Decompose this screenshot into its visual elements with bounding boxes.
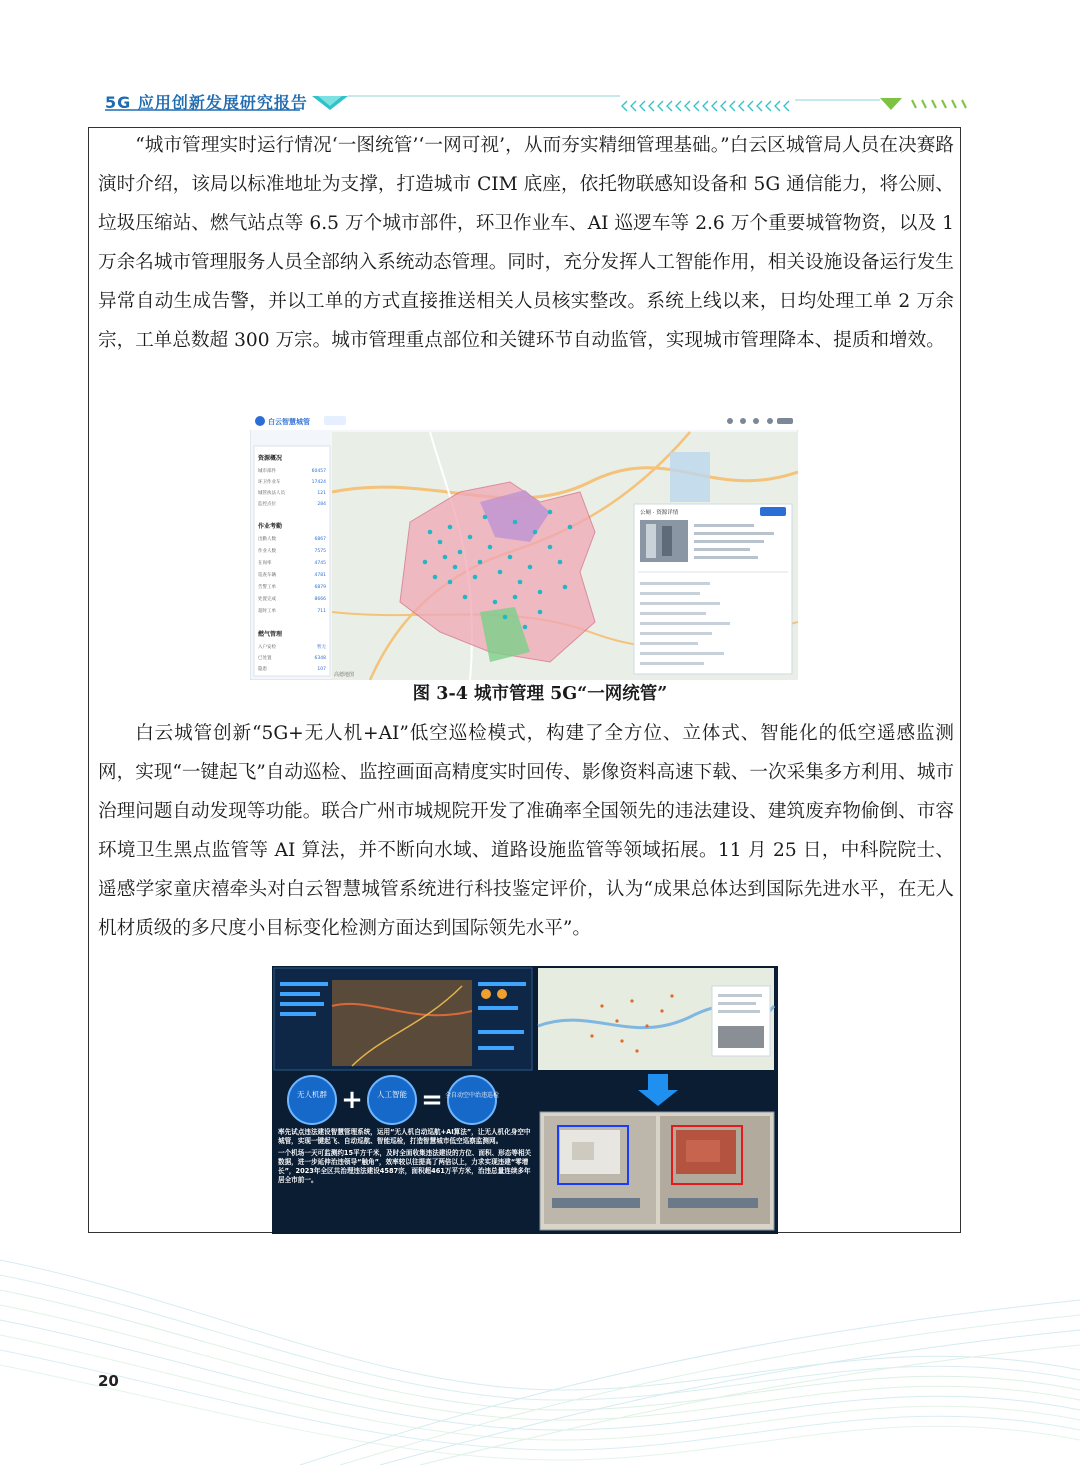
svg-text:城市部件: 城市部件	[258, 469, 276, 474]
sidebar-section-title: 资源概况	[258, 455, 283, 462]
svg-text:4745: 4745	[314, 561, 326, 566]
report-title: 5G 应用创新发展研究报告	[105, 93, 308, 112]
svg-text:6879: 6879	[314, 585, 326, 590]
svg-text:711: 711	[317, 609, 326, 614]
svg-text:已处置: 已处置	[258, 656, 272, 661]
app-logo-icon	[255, 416, 265, 426]
svg-text:无人机群: 无人机群	[297, 1090, 327, 1099]
figure-drone-inspection	[272, 966, 778, 1234]
svg-text:人工智能: 人工智能	[377, 1090, 407, 1099]
figure-caption: 图 3-4 城市管理 5G“一网统管”	[412, 684, 668, 704]
svg-text:监控点位: 监控点位	[258, 502, 276, 507]
svg-text:告警工单: 告警工单	[258, 585, 276, 590]
footer-wave-decoration	[0, 1240, 1080, 1465]
drone-swarm-badge	[288, 1076, 336, 1124]
svg-text:107: 107	[317, 667, 326, 672]
svg-text:+: +	[341, 1085, 363, 1115]
popup-title: 公厕 · 资源详情	[640, 510, 679, 516]
svg-text:284: 284	[317, 502, 326, 507]
svg-text:入户安检: 入户安检	[258, 645, 276, 650]
infographic-text-top: 率先试点违法建设智慧管理系统，运用“无人机自动巡航+AI算法”，让无人机化身空中城管，实现一键起飞、自动巡航、智能巡检，打造智慧城市低空巡察监测网。	[278, 1128, 531, 1145]
ai-badge	[368, 1076, 416, 1124]
svg-text:隐患: 隐患	[258, 667, 267, 672]
page-number: 20	[98, 1372, 119, 1390]
svg-text:全自动空中治违巡检: 全自动空中治违巡检	[444, 1092, 500, 1099]
auto-inspection-badge	[448, 1076, 496, 1124]
svg-text:8666: 8666	[314, 597, 326, 602]
svg-text:121: 121	[317, 491, 326, 496]
svg-text:环卫作业车: 环卫作业车	[258, 480, 281, 485]
svg-text:6867: 6867	[314, 537, 326, 542]
sidebar-section-title: 作业考勤	[258, 523, 283, 530]
svg-text:超时工单: 超时工单	[258, 609, 276, 614]
svg-text:6348: 6348	[314, 656, 326, 661]
svg-text:7575: 7575	[314, 549, 326, 554]
svg-text:暂无: 暂无	[317, 645, 326, 650]
svg-text:在岗率: 在岗率	[258, 561, 272, 566]
paragraph-2: 白云城管创新“5G+无人机+AI”低空巡检模式，构建了全方位、立体式、智能化的低空遥感监测网，实现“一键起飞”自动巡检、监控画面高精度实时回传、影像资料高速下载、一次采集多方利用、城市治理问题自动发现等功能。联合广州市城规院开发了准确率全国领先的违法建设、建筑废弃物偷倒、市容环境卫生黑点监管等 AI 算法，并不断向水域、道路设施监管等领域拓展。11 月 25 日，中科院院士、遥感学家童庆禧牵头对白云智慧城管系统进行科技鉴定评价，认为“成果总体达到国际先进水平，在无人机材质级的多尺度小目标变化检测方面达到国际领先水平”。	[98, 723, 954, 939]
paragraph-1: “城市管理实时运行情况‘一图统管’‘一网可视’，从而夯实精细管理基础。”白云区城管局人员在决赛路演时介绍，该局以标准地址为支撑，打造城市 CIM 底座，依托物联感知设备和 5G 通信能力，将公厕、垃圾压缩站、燃气站点等 6.5 万个城市部件，环卫作业车、AI 巡逻车等 2.6 万个重要城管物资，以及 1 万余名城市管理服务人员全部纳入系统动态管理。同时，充分发挥人工智能作用，相关设施设备运行发生异常自动生成告警，并以工单的方式直接推送相关人员核实整改。系统上线以来，日均处理工单 2 万余宗，工单总数超 300 万宗。城市管理重点部位和关键环节自动监管，实现城市管理降本、提质和增效。	[98, 135, 954, 351]
svg-text:出勤人数: 出勤人数	[258, 537, 276, 542]
svg-text:=: =	[421, 1085, 443, 1115]
svg-text:处置完成: 处置完成	[258, 597, 276, 602]
map-credit: 高德地图	[334, 672, 355, 678]
svg-text:60457: 60457	[311, 469, 326, 474]
app-title: 白云智慧城管	[268, 418, 310, 426]
svg-text:城管执法人员: 城管执法人员	[258, 491, 285, 496]
svg-text:4781: 4781	[314, 573, 326, 578]
figure-city-dashboard	[250, 412, 798, 680]
svg-text:巡查车辆: 巡查车辆	[258, 573, 276, 578]
sidebar-section-title: 燃气管理	[258, 631, 283, 638]
infographic-text-bottom: 一个机场一天可监测约15平方千米，及时全面收集违法建设的方位、面积、形态等相关数据，进一步延伸治违领导“触角”，效率较以往提高了两倍以上，力求实现违建“零增长”，2023年全区共治理违法建设4587宗，面积超461万平方米，治违总量连续多年居全市前一。	[278, 1149, 532, 1184]
page-header	[0, 80, 1080, 120]
svg-text:17424: 17424	[311, 480, 326, 485]
svg-text:作业人数: 作业人数	[258, 549, 276, 554]
